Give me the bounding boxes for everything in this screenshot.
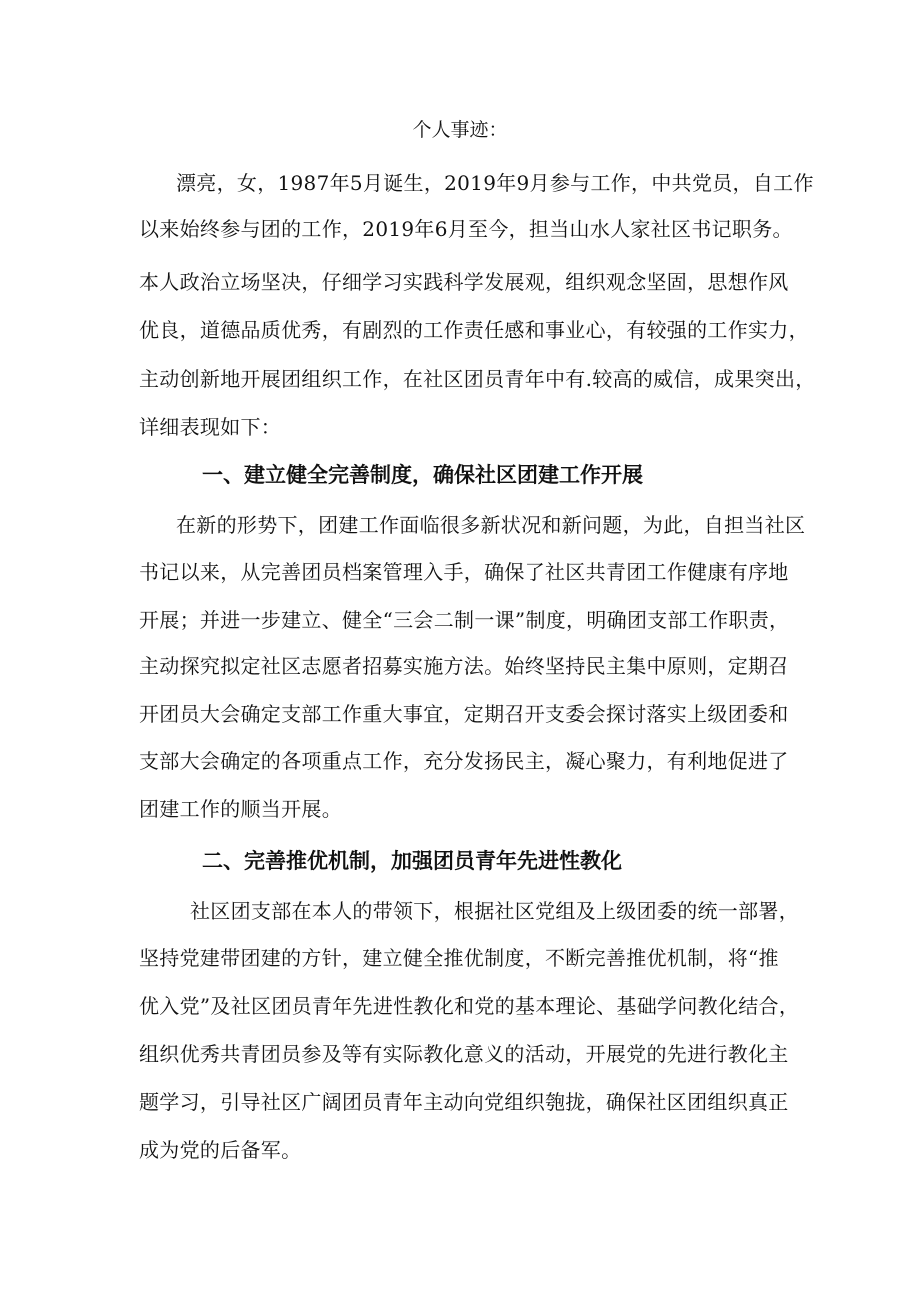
section-heading-2: 二、完善推优机制，加强团员青年先进性教化 <box>202 849 622 873</box>
section1-line: 团建工作的顺当开展。 <box>139 797 342 821</box>
intro-line: 漂亮，女，1987年5月诞生，2019年9月参与工作，中共党员，自工作 <box>176 171 814 195</box>
intro-line: 以来始终参与团的工作，2019年6月至今，担当山水人家社区书记职务。 <box>139 217 793 241</box>
section1-line: 支部大会确定的各项重点工作，充分发扬民主，凝心聚力，有利地促进了 <box>139 749 789 773</box>
section2-line: 坚持党建带团建的方针，建立健全推优制度，不断完善推优机制，将“推 <box>139 946 779 970</box>
section1-line: 书记以来，从完善团员档案管理入手，确保了社区共青团工作健康有序地 <box>139 560 789 584</box>
intro-line: 本人政治立场坚决，仔细学习实践科学发展观，组织观念坚固，思想作风 <box>139 270 789 294</box>
document-title: 个人事迹： <box>412 119 508 141</box>
section1-line: 主动探究拟定社区志愿者招募实施方法。始终坚持民主集中原则，定期召 <box>139 654 789 678</box>
intro-line: 详细表现如下： <box>139 415 282 439</box>
section1-line: 开团员大会确定支部工作重大事宜，定期召开支委会探讨落实上级团委和 <box>139 702 789 726</box>
section2-line: 组织优秀共青团员参及等有实际教化意义的活动，开展党的先进行教化主 <box>139 1042 789 1066</box>
section1-line: 在新的形势下，团建工作面临很多新状况和新问题，为此，自担当社区 <box>176 513 806 537</box>
intro-line: 优良，道德品质优秀，有剧烈的工作责任感和事业心，有较强的工作实力， <box>139 318 809 342</box>
section1-line: 开展；并进一步建立、健全“三会二制一课”制度，明确团支部工作职责， <box>139 608 790 632</box>
section2-line: 优入党”及社区团员青年先进性教化和党的基本理论、基础学问教化结合， <box>139 994 800 1018</box>
section-heading-1: 一、建立健全完善制度，确保社区团建工作开展 <box>202 463 643 487</box>
section2-line: 题学习，引导社区广阔团员青年主动向党组织匏拢，确保社区团组织真正 <box>139 1090 789 1114</box>
section2-line: 成为党的后备军。 <box>139 1138 302 1162</box>
section2-line: 社区团支部在本人的带领下，根据社区党组及上级团委的统一部署， <box>190 899 799 923</box>
intro-line: 主动创新地开展团组织工作，在社区团员青年中有.较高的威信，成果突出， <box>139 367 816 391</box>
